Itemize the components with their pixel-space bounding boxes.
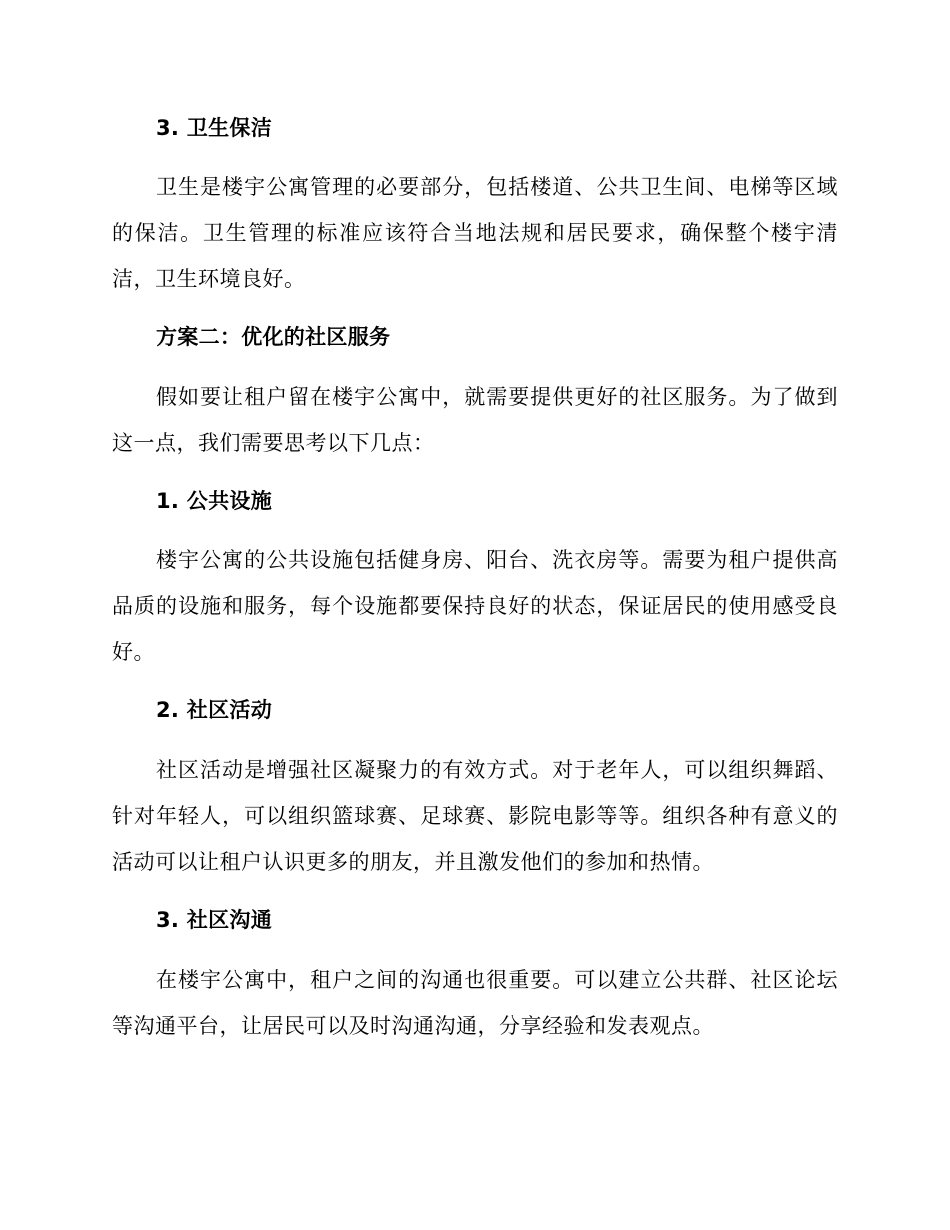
section-paragraph-sanitation: 卫生是楼宇公寓管理的必要部分，包括楼道、公共卫生间、电梯等区域的保洁。卫生管理的标准应该符合当地法规和居民要求，确保整个楼宇清洁，卫生环境良好。 [112, 175, 838, 291]
section-heading-communication: 3. 社区沟通 [156, 908, 272, 932]
section-heading-plan2: 方案二：优化的社区服务 [156, 325, 391, 349]
document-body [112, 112, 838, 1049]
section-paragraph-plan2: 假如要让租户留在楼宇公寓中，就需要提供更好的社区服务。为了做到这一点，我们需要思考以下几点： [112, 385, 838, 455]
section-heading-activities: 2. 社区活动 [156, 698, 272, 722]
section-paragraph-activities: 社区活动是增强社区凝聚力的有效方式。对于老年人，可以组织舞蹈、针对年轻人，可以组织篮球赛、足球赛、影院电影等等。组织各种有意义的活动可以让租户认识更多的朋友，并且激发他们的参加和热情。 [112, 758, 838, 874]
section-heading-facilities: 1. 公共设施 [156, 489, 272, 513]
section-paragraph-communication: 在楼宇公寓中，租户之间的沟通也很重要。可以建立公共群、社区论坛等沟通平台，让居民可以及时沟通沟通，分享经验和发表观点。 [112, 968, 838, 1038]
section-paragraph-facilities: 楼宇公寓的公共设施包括健身房、阳台、洗衣房等。需要为租户提供高品质的设施和服务，每个设施都要保持良好的状态，保证居民的使用感受良好。 [112, 548, 838, 664]
section-heading-sanitation: 3. 卫生保洁 [156, 116, 272, 140]
